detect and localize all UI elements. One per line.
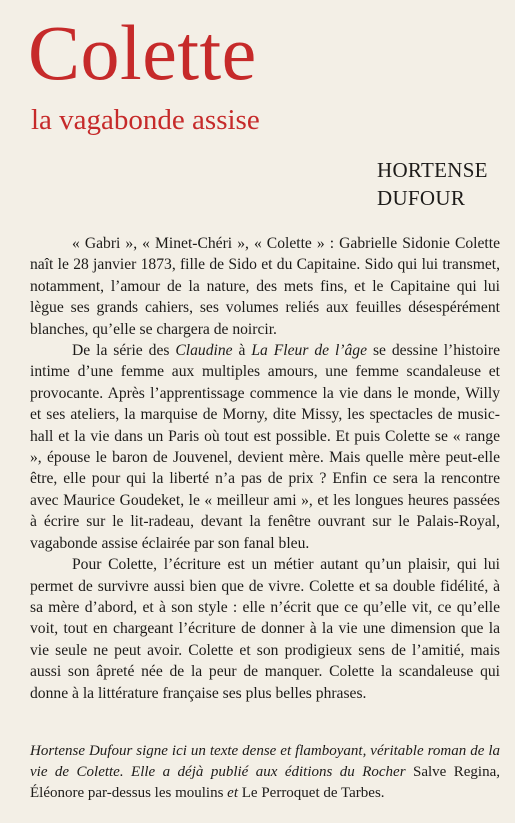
title-la-fleur-de-lage: La Fleur de l’âge — [251, 342, 368, 360]
blurb-text-e: et — [223, 785, 242, 801]
book-subtitle: la vagabonde assise — [31, 104, 260, 136]
title-le-perroquet-de-tarbes: Le Perroquet de Tarbes — [241, 785, 381, 801]
title-eleonore: Éléonore par-dessus les moulins — [30, 785, 224, 801]
summary-paragraph-2 — [30, 340, 500, 554]
title-claudine: Claudine — [175, 342, 233, 360]
blurb-paragraph — [30, 741, 500, 804]
blurb-text-a: Hortense Dufour signe ici un texte dense et flamboyant, véritable roman de la vie de Colette. Elle a déjà publié aux éditions du Rocher — [30, 743, 500, 780]
back-cover-summary — [30, 233, 500, 704]
author-blurb — [30, 741, 500, 804]
title-salve-regina: Salve Regina — [412, 764, 497, 780]
p2-text-e: se dessine l’histoire intime d’une femme aux multiples amours, une femme scandaleuse et provocante. Après l’apprentissage commence la vie dans le monde, Willy et ses ateliers, la marquise de Morny, dite Missy, les spectacles de music-hall et la vie dans un Paris où tout est possible. Et puis Colette se « range », épouse le baron de Jouvenel, devient mère. Mais quelle mère peut-elle être, elle pour qui la liberté n’a pas de prix ? Enfin ce sera la rencontre avec Maurice Goudeket, le « meilleur ami », et les longues heures passées à écrire sur le lit-radeau, devant la fenêtre ouvrant sur le Palais-Royal, vagabonde assise éclairée par son fanal bleu. — [30, 342, 500, 552]
author-last-name: DUFOUR — [377, 186, 466, 210]
author-first-name: HORTENSE — [377, 158, 488, 182]
summary-paragraph-1: « Gabri », « Minet-Chéri », « Colette » : Gabrielle Sidonie Colette naît le 28 janvier 1873, fille de Sido et du Capitaine. Sido qui lui transmet, notamment, l’amour de la nature, des mets fins, et le Capitaine qui lui lègue ses grands cahiers, ses volumes reliés aux feuilles désespérément blanches, qu’elle se chargera de noircir. — [30, 235, 500, 338]
book-title: Colette — [28, 9, 257, 96]
p2-text-a: De la série des — [72, 342, 176, 360]
p2-text-c: à — [232, 342, 252, 360]
summary-paragraph-3: Pour Colette, l’écriture est un métier autant qu’un plaisir, qui lui permet de survivre aussi bien que de vivre. Colette et sa double fidélité, à sa mère d’abord, et à son style : elle n’écrit que ce qu’elle vit, ce qu’elle voit, tout en chargeant l’écriture de donner à la vie une dimension que la vie seule ne peut avoir. Colette et son prodigieux sens de l’amitié, mais aussi son âpreté née de la peur de manquer. Colette la scandaleuse qui donne à la littérature française ses plus belles phrases. — [30, 556, 500, 702]
blurb-text-c: , — [496, 764, 500, 780]
blurb-text-g: . — [380, 785, 385, 801]
author-name — [377, 156, 488, 212]
